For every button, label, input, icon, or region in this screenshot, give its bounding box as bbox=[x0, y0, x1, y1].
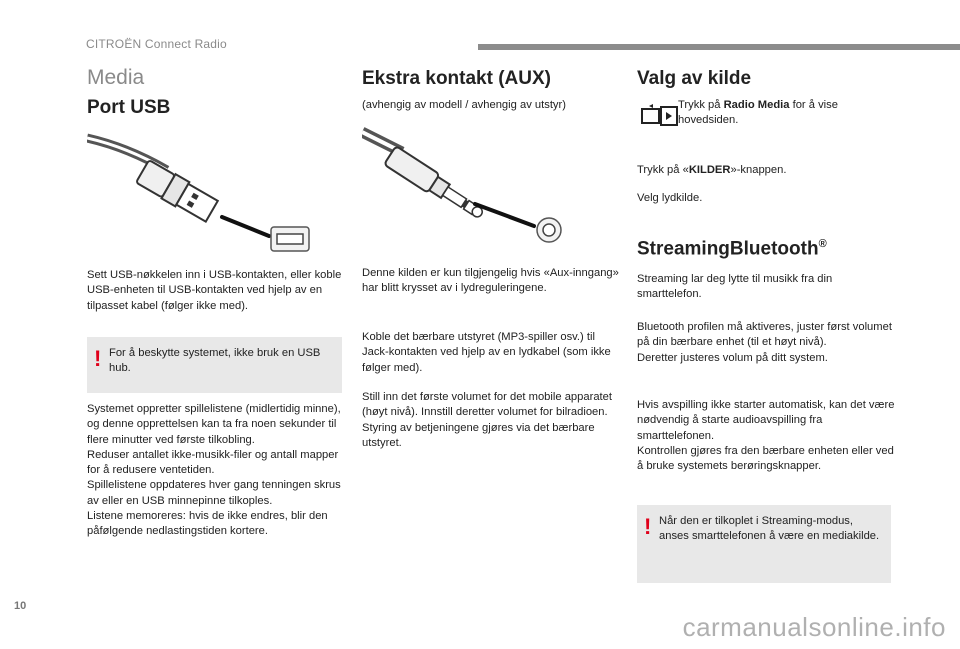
usb-warning-box bbox=[87, 337, 342, 393]
heading-streaming-bluetooth: StreamingBluetooth® bbox=[637, 238, 827, 260]
step-select-source: Velg lydkilde. bbox=[637, 192, 703, 204]
heading-port-usb: Port USB bbox=[87, 97, 171, 118]
streaming-intro-text: Streaming lar deg lytte til musikk fra din smarttelefon. bbox=[637, 273, 833, 301]
usb-warning-text: For å beskytte systemet, ikke bruk en USB hub. bbox=[109, 347, 321, 375]
aux-volume-text: Still inn det første volumet for det mobile apparatet (høyt nivå). Innstill deretter volumet for bilradioen. Styring av betjeningene gjøres via det bærbare utstyret. bbox=[362, 391, 612, 449]
step-kilder: Trykk på «KILDER»-knappen. bbox=[637, 164, 787, 176]
header-rule bbox=[478, 44, 960, 50]
jack-plug-icon bbox=[362, 126, 572, 248]
step-radio-media: Trykk på Radio Media for å vise hovedsiden. bbox=[678, 99, 838, 127]
aux-subtitle: (avhengig av modell / avhengig av utstyr) bbox=[362, 99, 566, 111]
heading-source-select: Valg av kilde bbox=[637, 68, 752, 89]
usb-playlist-text: Systemet oppretter spillelistene (midlertidig minne), og denne opprettelsen kan ta fra noen sekunder til flere minutter ved første tilkobling. Reduser antallet ikke-musikk-filer og antall mapper for å redusere ventetiden. Spillelistene oppdateres hver gang tenningen skrus av eller en USB minnepinne tilkoples. Listene memoreres: hvis de ikke endres, blir den påfølgende nedlastingstiden kortere. bbox=[87, 403, 341, 538]
section-title: Media bbox=[87, 66, 145, 89]
warning-icon: ! bbox=[94, 346, 102, 371]
warning-icon: ! bbox=[644, 514, 652, 539]
playback-control-text: Hvis avspilling ikke starter automatisk, kan det være nødvendig å starte audioavspilling fra smarttelefonen. Kontrollen gjøres fra den bærbare enheten eller ved å bruke systemets berøringsknapper. bbox=[637, 399, 895, 473]
source-switch-icon bbox=[641, 104, 683, 128]
kilder-label: KILDER bbox=[688, 164, 731, 176]
heading-aux: Ekstra kontakt (AUX) bbox=[362, 68, 551, 89]
streaming-warning-box bbox=[637, 505, 891, 583]
streaming-warning-text: Når den er tilkoplet i Streaming-modus, anses smarttelefonen å være en mediakilde. bbox=[659, 515, 880, 543]
watermark: carmanualsonline.info bbox=[682, 612, 946, 642]
header-title: CITROËN Connect Radio bbox=[86, 37, 227, 51]
aux-connect-text: Koble det bærbare utstyret (MP3-spiller osv.) til Jack-kontakten ved hjelp av en lydkabel (som ikke følger med). bbox=[362, 331, 611, 374]
radio-media-label: Radio Media bbox=[723, 99, 790, 111]
usb-intro-text: Sett USB-nøkkelen inn i USB-kontakten, eller koble USB-enheten til USB-kontakten ved hjelp av en tilpasset kabel (følger ikke med). bbox=[87, 269, 342, 312]
usb-connector-icon bbox=[87, 132, 317, 252]
page-number: 10 bbox=[14, 600, 27, 612]
aux-availability-text: Denne kilden er kun tilgjengelig hvis «Aux-inngang» har blitt krysset av i lydreguleringene. bbox=[362, 267, 619, 295]
bluetooth-profile-text: Bluetooth profilen må aktiveres, juster først volumet på din bærbare enhet (til et høyt nivå). Deretter justeres volum på ditt system. bbox=[637, 321, 892, 364]
